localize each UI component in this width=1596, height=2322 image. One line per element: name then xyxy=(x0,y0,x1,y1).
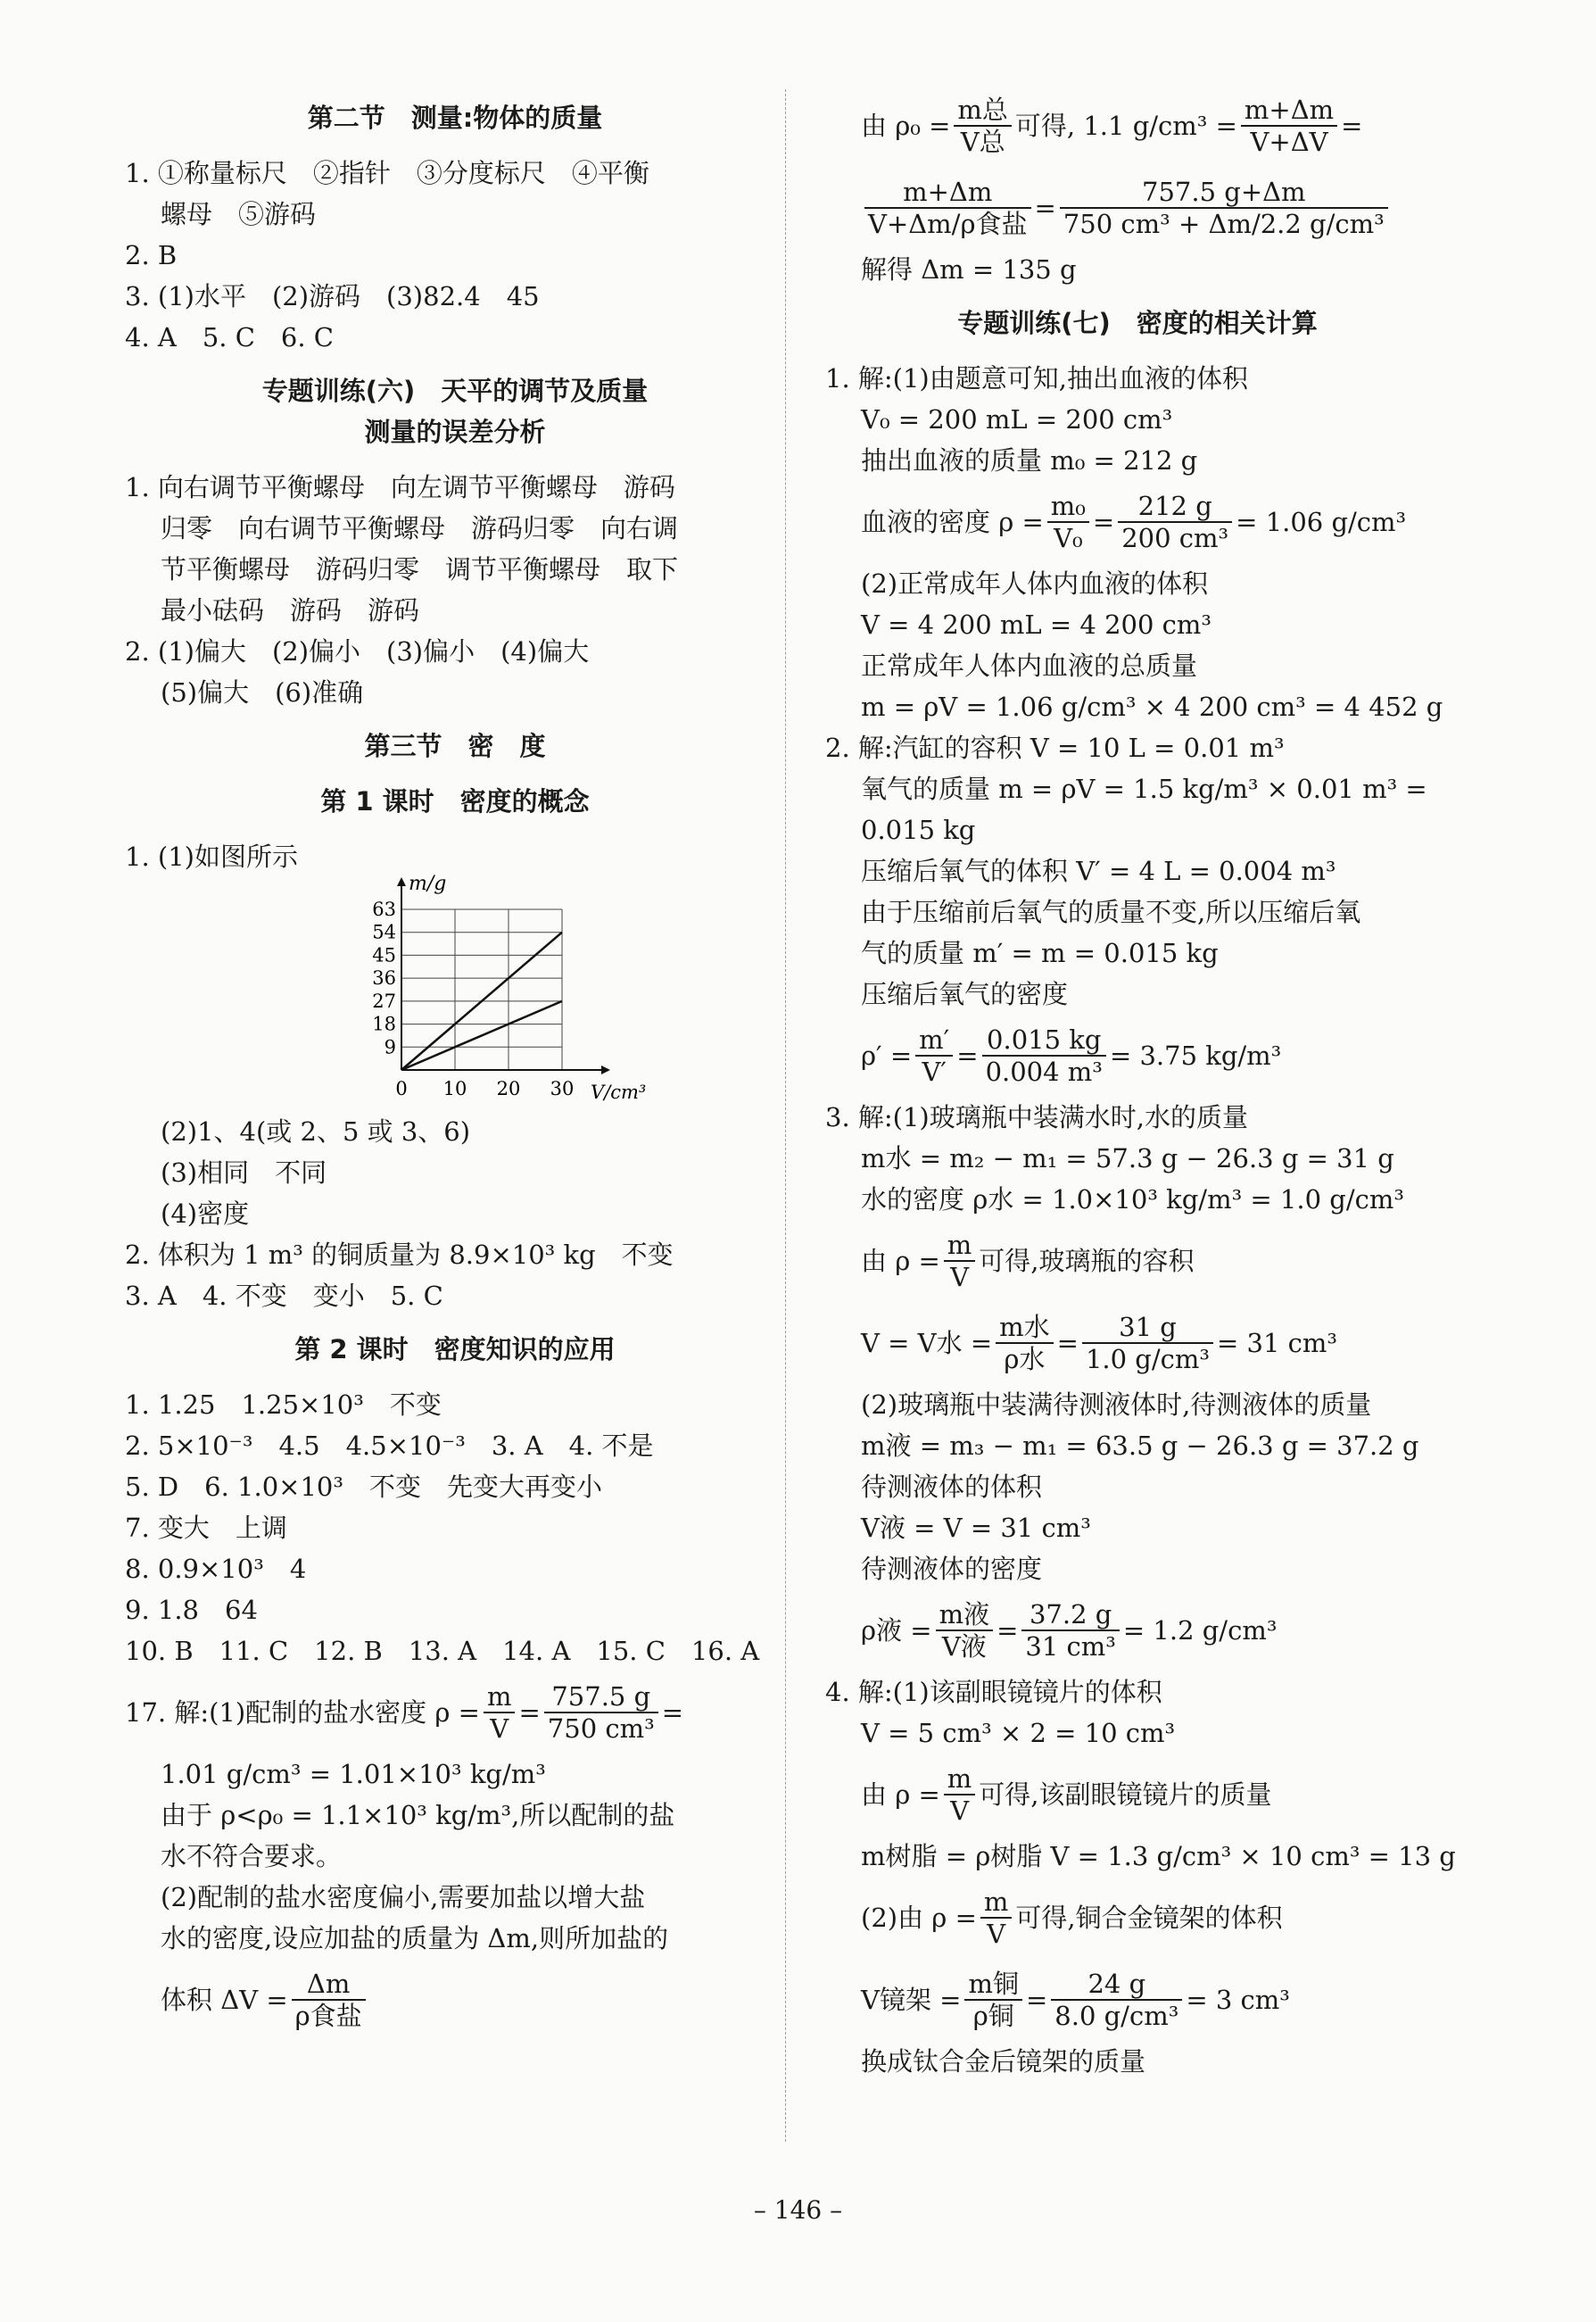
numerator: m xyxy=(980,1887,1013,1919)
equation-text: 由 ρ = xyxy=(861,1246,940,1276)
equation-line xyxy=(825,1877,1450,1959)
lesson-heading: 第 1 课时 密度的概念 xyxy=(320,786,590,817)
equation-line xyxy=(825,1220,1450,1302)
y-tick-label: 63 xyxy=(372,899,396,920)
equation-text: V = V水 = xyxy=(861,1328,993,1358)
answer-line: 2. (1)偏大 (2)偏小 (3)偏小 (4)偏大 xyxy=(125,636,590,667)
answer-line: 1.01 g/cm³ = 1.01×10³ kg/m³ xyxy=(161,1759,546,1789)
mass-volume-chart xyxy=(339,873,647,1106)
denominator: V液 xyxy=(941,1631,987,1662)
fraction xyxy=(864,177,1031,239)
fraction xyxy=(982,1024,1106,1087)
answer-line: V = 4 200 mL = 4 200 cm³ xyxy=(861,610,1212,640)
x-tick-label: 30 xyxy=(550,1078,575,1099)
answer-line: 1. ①称量标尺 ②指针 ③分度标尺 ④平衡 xyxy=(125,158,649,188)
answer-line: 1. 向右调节平衡螺母 向左调节平衡螺母 游码 xyxy=(125,472,675,502)
equals-sign: = xyxy=(1092,507,1115,537)
denominator: 750 cm³ + Δm/2.2 g/cm³ xyxy=(1063,209,1385,239)
denominator: V总 xyxy=(960,127,1005,157)
fraction xyxy=(1241,95,1337,157)
denominator: V′ xyxy=(922,1057,947,1087)
numerator: m铜 xyxy=(964,1969,1022,2001)
equals-sign: = xyxy=(956,1041,979,1071)
denominator: V xyxy=(987,1919,1006,1949)
answer-line: 2. 解:汽缸的容积 V = 10 L = 0.01 m³ xyxy=(825,733,1285,763)
equation-line xyxy=(825,1302,1450,1384)
numerator: 757.5 g xyxy=(544,1681,658,1713)
equals-sign: = xyxy=(1034,193,1056,223)
fraction xyxy=(1060,177,1388,239)
equation-text: 体积 ΔV = xyxy=(161,1985,288,2015)
equation-line xyxy=(125,1959,785,2041)
numerator: m xyxy=(944,1230,976,1262)
equation-text: ρ′ = xyxy=(861,1041,913,1071)
numerator: Δm xyxy=(292,1969,366,2001)
x-tick-label: 20 xyxy=(496,1078,521,1099)
equation-text: (2)由 ρ = xyxy=(861,1903,977,1933)
fraction xyxy=(964,1969,1022,2031)
answer-line: 水的密度 ρ水 = 1.0×10³ kg/m³ = 1.0 g/cm³ xyxy=(861,1184,1404,1215)
lesson-heading: 第 2 课时 密度知识的应用 xyxy=(294,1334,616,1364)
denominator: 31 cm³ xyxy=(1025,1631,1116,1662)
answer-line: 压缩后氧气的体积 V′ = 4 L = 0.004 m³ xyxy=(861,856,1336,886)
numerator: m+Δm xyxy=(864,177,1031,209)
numerator: m xyxy=(484,1681,516,1713)
y-tick-label: 36 xyxy=(372,967,396,990)
fraction xyxy=(980,1887,1013,1949)
x-tick-label: 10 xyxy=(442,1078,467,1099)
denominator: 1.0 g/cm³ xyxy=(1085,1344,1210,1374)
fraction xyxy=(1047,491,1089,553)
numerator: 0.015 kg xyxy=(982,1024,1106,1057)
numerator: 212 g xyxy=(1118,491,1232,523)
answer-line: 8. 0.9×10³ 4 xyxy=(125,1554,307,1584)
equation-text: = 31 cm³ xyxy=(1217,1328,1338,1358)
section-heading: 第二节 测量:物体的质量 xyxy=(307,103,603,133)
answer-line: 节平衡螺母 游码归零 调节平衡螺母 取下 xyxy=(161,554,679,585)
fraction xyxy=(544,1681,658,1744)
answer-line: 待测液体的体积 xyxy=(861,1472,1043,1502)
fraction xyxy=(944,1230,976,1292)
numerator: 31 g xyxy=(1082,1312,1213,1344)
answer-line: 换成钛合金后镜架的质量 xyxy=(861,2046,1146,2077)
answer-line: 2. 5×10⁻³ 4.5 4.5×10⁻³ 3. A 4. 不是 xyxy=(125,1431,654,1461)
fraction xyxy=(936,1599,994,1662)
numerator: m₀ xyxy=(1047,491,1089,523)
y-tick-label: 18 xyxy=(372,1013,396,1035)
page-number: – 146 – xyxy=(753,2195,843,2225)
answer-line: 7. 变大 上调 xyxy=(125,1513,287,1543)
denominator: ρ食盐 xyxy=(294,2001,362,2031)
denominator: V xyxy=(950,1795,970,1826)
fraction xyxy=(944,1763,976,1826)
numerator: 37.2 g xyxy=(1021,1599,1120,1631)
equation-line xyxy=(825,1589,1450,1671)
equation-line xyxy=(825,481,1450,563)
equation-text: = 3 cm³ xyxy=(1186,1985,1290,2015)
answer-line: 1. (1)如图所示 xyxy=(125,842,298,872)
equation-text: 由 ρ = xyxy=(861,1779,940,1810)
y-tick-label: 9 xyxy=(384,1036,396,1058)
denominator: 8.0 g/cm³ xyxy=(1054,2001,1179,2031)
equation-line xyxy=(125,1671,785,1754)
denominator: V+Δm/ρ食盐 xyxy=(868,209,1028,239)
x-axis-arrow xyxy=(601,1066,610,1074)
answer-line: m = ρV = 1.06 g/cm³ × 4 200 cm³ = 4 452 g xyxy=(861,692,1443,722)
answer-line: 待测液体的密度 xyxy=(861,1554,1043,1584)
fraction xyxy=(484,1681,516,1744)
section-heading: 专题训练(七) 密度的相关计算 xyxy=(957,308,1318,338)
answer-line: (3)相同 不同 xyxy=(161,1157,327,1188)
equation-line xyxy=(825,85,1450,167)
answer-line: 5. D 6. 1.0×10³ 不变 先变大再变小 xyxy=(125,1472,602,1502)
answer-line: V液 = V = 31 cm³ xyxy=(861,1513,1091,1543)
answer-line: (2)1、4(或 2、5 或 3、6) xyxy=(161,1116,471,1147)
answer-line: 10. B 11. C 12. B 13. A 14. A 15. C 16. A xyxy=(125,1636,760,1666)
answer-line: 3. 解:(1)玻璃瓶中装满水时,水的质量 xyxy=(825,1102,1248,1132)
answer-line: 0.015 kg xyxy=(861,815,976,845)
answer-line: 抽出血液的质量 m₀ = 212 g xyxy=(861,445,1198,476)
fraction xyxy=(954,95,1012,157)
answer-line: 2. B xyxy=(125,240,178,270)
fraction xyxy=(996,1312,1054,1374)
answer-line: 最小砝码 游码 游码 xyxy=(161,595,420,626)
equals-sign: = xyxy=(661,1697,684,1728)
equation-line xyxy=(825,1015,1450,1097)
equation-text: V镜架 = xyxy=(861,1985,962,2015)
equation-text: 可得,铜合金镜架的体积 xyxy=(1015,1903,1283,1933)
y-tick-label: 27 xyxy=(372,990,396,1012)
answer-line: 3. (1)水平 (2)游码 (3)82.4 45 xyxy=(125,281,540,311)
equation-line xyxy=(825,167,1450,249)
x-tick-label: 0 xyxy=(395,1078,408,1099)
answer-line: (2)正常成年人体内血液的体积 xyxy=(861,568,1209,599)
answer-line: 水不符合要求。 xyxy=(161,1841,343,1871)
equals-sign: = xyxy=(518,1697,541,1728)
equation-line xyxy=(825,1959,1450,2041)
equation-text: 可得,该副眼镜镜片的质量 xyxy=(979,1779,1272,1810)
denominator: 750 cm³ xyxy=(547,1713,655,1744)
equation-text: 17. 解:(1)配制的盐水密度 ρ = xyxy=(125,1697,480,1728)
answer-line: 4. A 5. C 6. C xyxy=(125,322,334,352)
numerator: m总 xyxy=(954,95,1012,127)
answer-line: 解得 Δm = 135 g xyxy=(861,254,1077,285)
series-line xyxy=(401,1001,562,1070)
x-axis-label: V/cm³ xyxy=(591,1082,647,1103)
answer-line: 水的密度,设应加盐的质量为 Δm,则所加盐的 xyxy=(161,1923,669,1953)
numerator: m水 xyxy=(996,1312,1054,1344)
y-tick-label: 54 xyxy=(372,921,396,943)
answer-line: V₀ = 200 mL = 200 cm³ xyxy=(861,404,1173,435)
answer-line: 归零 向右调节平衡螺母 游码归零 向右调 xyxy=(161,513,679,543)
numerator: m xyxy=(944,1763,976,1795)
answer-line: 4. 解:(1)该副眼镜镜片的体积 xyxy=(825,1677,1162,1707)
answer-line: 由于压缩前后氧气的质量不变,所以压缩后氧 xyxy=(861,897,1361,927)
section-heading: 专题训练(六) 天平的调节及质量 xyxy=(261,376,649,406)
denominator: 0.004 m³ xyxy=(985,1057,1103,1087)
equation-text: 由 ρ₀ = xyxy=(861,111,951,141)
section-heading: 测量的误差分析 xyxy=(364,417,546,447)
equation-text: 可得,玻璃瓶的容积 xyxy=(979,1246,1195,1276)
answer-line: 1. 解:(1)由题意可知,抽出血液的体积 xyxy=(825,363,1248,394)
equals-sign: = xyxy=(996,1615,1019,1646)
equals-sign: = xyxy=(1341,111,1363,141)
answer-line: (4)密度 xyxy=(161,1198,250,1229)
left-column xyxy=(125,85,785,2041)
fraction xyxy=(1118,491,1232,553)
equation-text: 血液的密度 ρ = xyxy=(861,507,1044,537)
equation-text: = 3.75 kg/m³ xyxy=(1109,1041,1282,1071)
denominator: V+ΔV xyxy=(1250,127,1328,157)
fraction xyxy=(915,1024,953,1087)
fraction xyxy=(1021,1599,1120,1662)
denominator: V₀ xyxy=(1054,523,1083,553)
denominator: ρ水 xyxy=(1004,1344,1046,1374)
answer-line: 氧气的质量 m = ρV = 1.5 kg/m³ × 0.01 m³ = xyxy=(861,774,1427,804)
numerator: m+Δm xyxy=(1241,95,1337,127)
denominator: V xyxy=(490,1713,509,1744)
answer-line: m树脂 = ρ树脂 V = 1.3 g/cm³ × 10 cm³ = 13 g xyxy=(861,1841,1456,1871)
equation-text: = 1.2 g/cm³ xyxy=(1122,1615,1278,1646)
equation-text: = 1.06 g/cm³ xyxy=(1236,507,1407,537)
answer-line: 1. 1.25 1.25×10³ 不变 xyxy=(125,1389,442,1420)
right-column xyxy=(825,85,1456,2082)
answer-line: 3. A 4. 不变 变小 5. C xyxy=(125,1281,443,1311)
y-axis-arrow xyxy=(397,877,406,886)
chart-svg xyxy=(339,873,647,1106)
y-axis-label: m/g xyxy=(409,873,447,895)
equation-text: ρ液 = xyxy=(861,1615,932,1646)
numerator: 24 g xyxy=(1051,1969,1182,2001)
numerator: m液 xyxy=(936,1599,994,1631)
answer-line: (2)玻璃瓶中装满待测液体时,待测液体的质量 xyxy=(861,1389,1372,1420)
denominator: V xyxy=(950,1262,970,1292)
equals-sign: = xyxy=(1056,1328,1079,1358)
answer-line: 气的质量 m′ = m = 0.015 kg xyxy=(861,938,1219,968)
answer-line: m水 = m₂ − m₁ = 57.3 g − 26.3 g = 31 g xyxy=(861,1143,1394,1173)
fraction xyxy=(1082,1312,1213,1374)
equation-text: 可得, 1.1 g/cm³ = xyxy=(1014,111,1237,141)
fraction xyxy=(292,1969,366,2031)
column-divider xyxy=(785,89,786,2142)
answer-line: 由于 ρ<ρ₀ = 1.1×10³ kg/m³,所以配制的盐 xyxy=(161,1800,675,1830)
answer-line: 压缩后氧气的密度 xyxy=(861,979,1069,1009)
denominator: 200 cm³ xyxy=(1121,523,1229,553)
fraction xyxy=(1051,1969,1182,2031)
answer-line: 2. 体积为 1 m³ 的铜质量为 8.9×10³ kg 不变 xyxy=(125,1240,674,1270)
answer-line: (2)配制的盐水密度偏小,需要加盐以增大盐 xyxy=(161,1882,646,1912)
answer-line: 螺母 ⑤游码 xyxy=(161,199,317,229)
denominator: ρ铜 xyxy=(972,2001,1014,2031)
answer-line: m液 = m₃ − m₁ = 63.5 g − 26.3 g = 37.2 g xyxy=(861,1431,1419,1461)
answer-line: 正常成年人体内血液的总质量 xyxy=(861,651,1198,681)
answer-line: 9. 1.8 64 xyxy=(125,1595,258,1625)
answer-line: (5)偏大 (6)准确 xyxy=(161,677,364,708)
answer-line: V = 5 cm³ × 2 = 10 cm³ xyxy=(861,1718,1176,1748)
equation-line xyxy=(825,1754,1450,1836)
y-tick-label: 45 xyxy=(372,944,396,966)
equals-sign: = xyxy=(1025,1985,1048,2015)
section-heading: 第三节 密 度 xyxy=(364,731,546,761)
numerator: m′ xyxy=(915,1024,953,1057)
numerator: 757.5 g+Δm xyxy=(1060,177,1388,209)
